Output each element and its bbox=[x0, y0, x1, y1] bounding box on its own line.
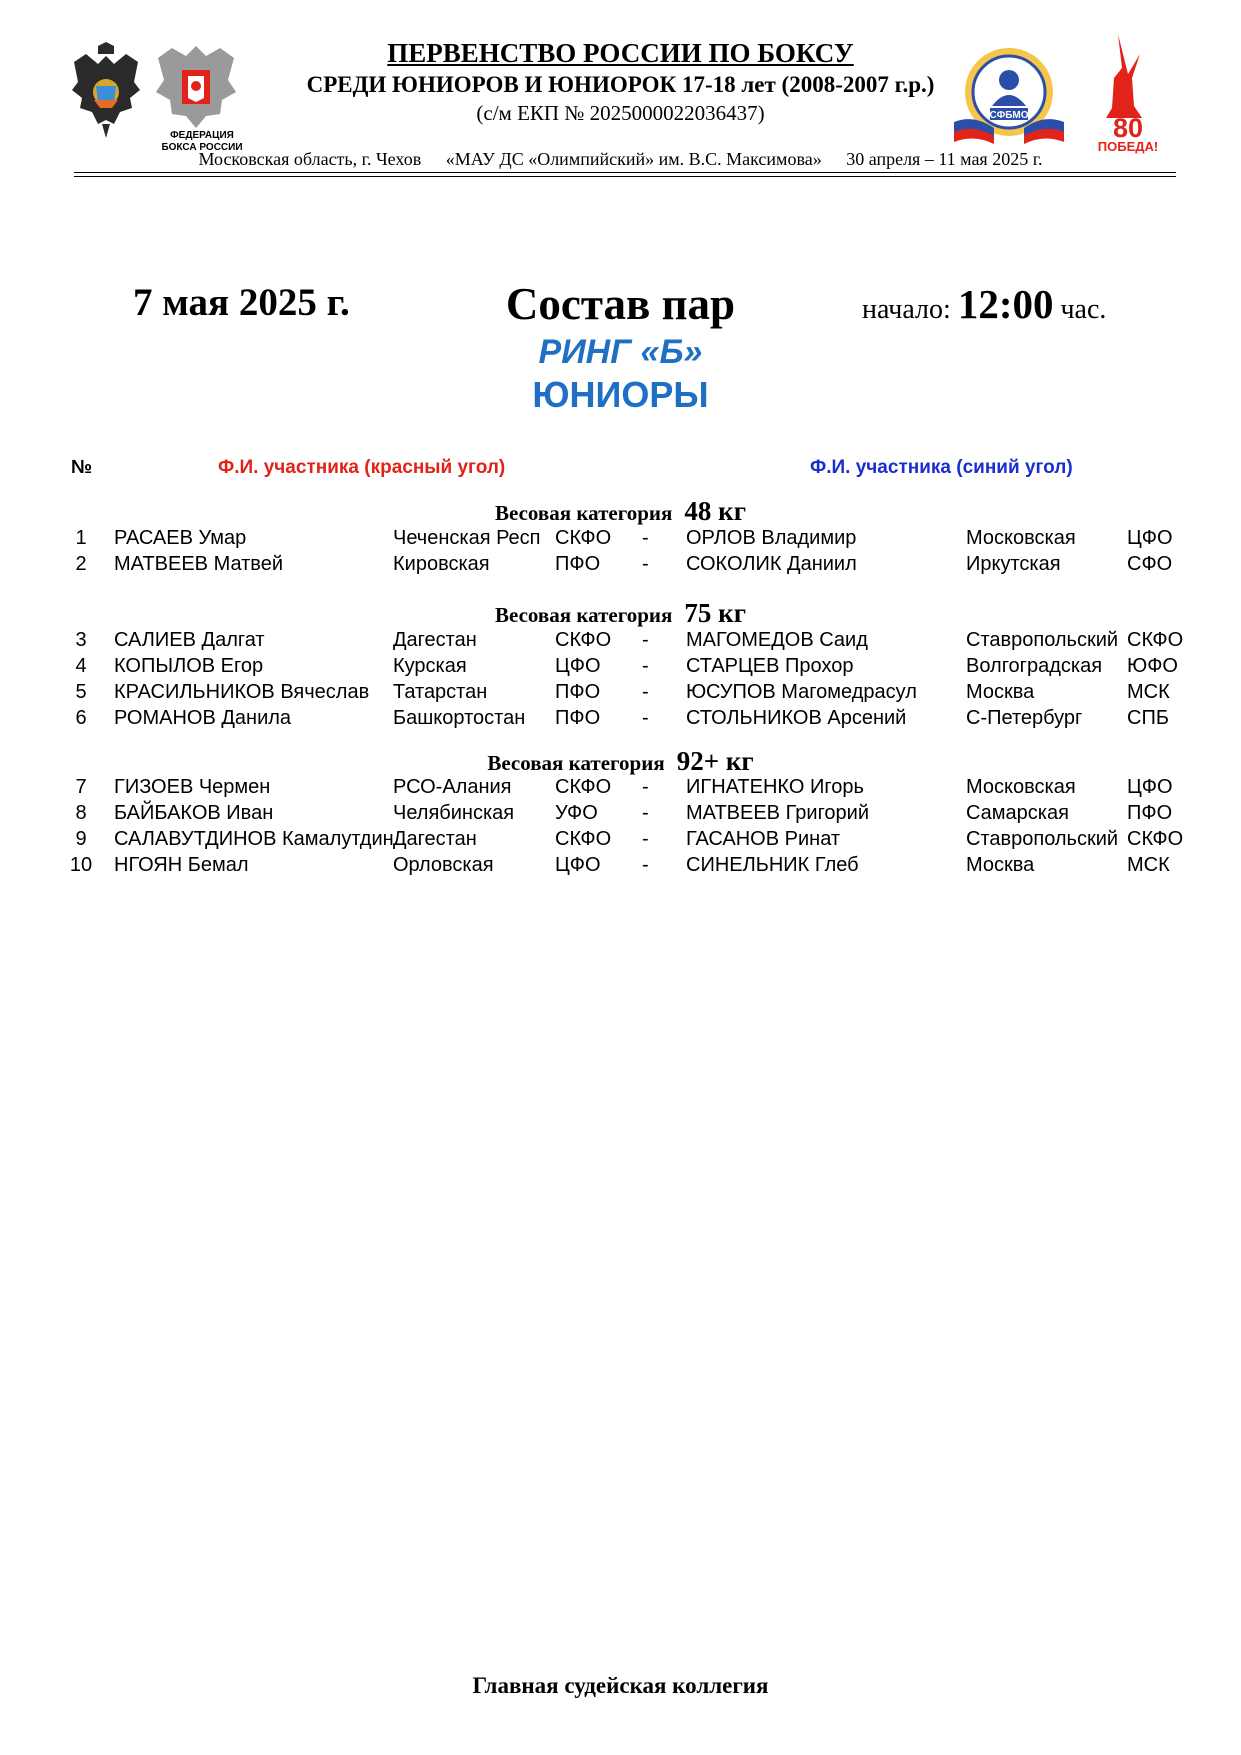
pair-separator: - bbox=[642, 854, 649, 876]
bout-number: 4 bbox=[75, 655, 87, 677]
bout-number: 10 bbox=[69, 854, 93, 876]
blue-name: МАГОМЕДОВ Саид bbox=[686, 629, 868, 651]
table-row bbox=[0, 854, 1241, 880]
pair-separator: - bbox=[642, 707, 649, 729]
red-name: РОМАНОВ Данила bbox=[114, 707, 292, 729]
blue-district: МСК bbox=[1127, 681, 1170, 703]
pair-separator: - bbox=[642, 828, 649, 850]
red-name: КОПЫЛОВ Егор bbox=[114, 655, 264, 677]
weight-category-header bbox=[0, 598, 1241, 629]
bout-number: 6 bbox=[75, 707, 87, 729]
blue-name: ЮСУПОВ Магомедрасул bbox=[686, 681, 917, 703]
table-row bbox=[0, 828, 1241, 854]
red-district: ЦФО bbox=[555, 854, 601, 876]
table-row bbox=[0, 776, 1241, 802]
red-district: СКФО bbox=[555, 828, 612, 850]
bout-number: 7 bbox=[75, 776, 87, 798]
pair-separator: - bbox=[642, 802, 649, 824]
red-name: САЛИЕВ Далгат bbox=[114, 629, 265, 651]
pair-separator: - bbox=[642, 553, 649, 575]
header-info-line bbox=[0, 149, 1241, 170]
pair-separator: - bbox=[642, 629, 649, 651]
column-header-blue-corner: Ф.И. участника (синий угол) bbox=[810, 457, 1073, 478]
blue-region: С-Петербург bbox=[966, 707, 1083, 729]
red-region: Дагестан bbox=[393, 629, 477, 651]
blue-name: СИНЕЛЬНИК Глеб bbox=[686, 854, 859, 876]
red-region: Дагестан bbox=[393, 828, 477, 850]
blue-district: ЮФО bbox=[1127, 655, 1178, 677]
table-row bbox=[0, 655, 1241, 681]
blue-name: ГАСАНОВ Ринат bbox=[686, 828, 841, 850]
red-name: РАСАЕВ Умар bbox=[114, 527, 247, 549]
red-district: ПФО bbox=[555, 553, 601, 575]
header-dates: 30 апреля – 11 мая 2025 г. bbox=[846, 149, 1043, 169]
blue-region: Московская bbox=[966, 527, 1076, 549]
page-title: Состав пар bbox=[505, 279, 736, 329]
header-title-line3: (с/м ЕКП № 2025000022036437) bbox=[476, 101, 765, 125]
blue-district: СФО bbox=[1127, 553, 1173, 575]
sfbmo-logo-text: СФБМО bbox=[989, 110, 1029, 121]
red-district: ПФО bbox=[555, 707, 601, 729]
group-label: ЮНИОРЫ bbox=[532, 374, 709, 415]
blue-region: Самарская bbox=[966, 802, 1069, 824]
start-time-value: 12:00 bbox=[957, 281, 1054, 327]
table-row bbox=[0, 707, 1241, 733]
bout-number: 8 bbox=[75, 802, 87, 824]
blue-region: Москва bbox=[966, 854, 1035, 876]
table-row bbox=[0, 629, 1241, 655]
blue-name: СТОЛЬНИКОВ Арсений bbox=[686, 707, 907, 729]
weight-category-value: 48 кг bbox=[684, 496, 746, 526]
weight-category-value: 92+ кг bbox=[676, 746, 754, 776]
pair-separator: - bbox=[642, 655, 649, 677]
blue-name: ОРЛОВ Владимир bbox=[686, 527, 857, 549]
header-venue: «МАУ ДС «Олимпийский» им. В.С. Максимова» bbox=[445, 149, 822, 169]
header-location: Московская область, г. Чехов bbox=[198, 149, 422, 169]
table-row bbox=[0, 802, 1241, 828]
pair-separator: - bbox=[642, 681, 649, 703]
blue-name: МАТВЕЕВ Григорий bbox=[686, 802, 870, 824]
red-region: РСО-Алания bbox=[393, 776, 512, 798]
bout-number: 5 bbox=[75, 681, 87, 703]
blue-name: ИГНАТЕНКО Игорь bbox=[686, 776, 864, 798]
red-region: Курская bbox=[393, 655, 467, 677]
red-name: БАЙБАКОВ Иван bbox=[114, 802, 274, 824]
bout-date: 7 мая 2025 г. bbox=[133, 281, 350, 324]
red-name: КРАСИЛЬНИКОВ Вячеслав bbox=[114, 681, 370, 703]
weight-category-label: Весовая категория bbox=[495, 603, 673, 627]
ring-label: РИНГ «Б» bbox=[538, 333, 703, 371]
red-district: СКФО bbox=[555, 776, 612, 798]
weight-category-label: Весовая категория bbox=[487, 751, 665, 775]
blue-region: Волгоградская bbox=[966, 655, 1103, 677]
bout-number: 3 bbox=[75, 629, 87, 651]
red-region: Татарстан bbox=[393, 681, 488, 703]
blue-district: ЦФО bbox=[1127, 527, 1173, 549]
weight-category-header bbox=[0, 746, 1241, 777]
start-label: начало: bbox=[862, 294, 951, 325]
blue-name: СТАРЦЕВ Прохор bbox=[686, 655, 854, 677]
table-row bbox=[0, 553, 1241, 579]
red-district: ПФО bbox=[555, 681, 601, 703]
blue-region: Московская bbox=[966, 776, 1076, 798]
red-district: УФО bbox=[555, 802, 598, 824]
bout-number: 9 bbox=[75, 828, 87, 850]
column-header-number: № bbox=[71, 457, 93, 478]
header-title-line1: ПЕРВЕНСТВО РОССИИ ПО БОКСУ bbox=[387, 38, 854, 68]
blue-name: СОКОЛИК Даниил bbox=[686, 553, 857, 575]
start-time-unit: час. bbox=[1060, 294, 1107, 325]
blue-region: Ставропольский bbox=[966, 828, 1119, 850]
blue-district: СКФО bbox=[1127, 629, 1184, 651]
start-time bbox=[862, 280, 1106, 328]
red-name: НГОЯН Бемал bbox=[114, 854, 249, 876]
red-name: ГИЗОЕВ Чермен bbox=[114, 776, 271, 798]
blue-district: ЦФО bbox=[1127, 776, 1173, 798]
red-region: Кировская bbox=[393, 553, 490, 575]
federation-logo-text: ФЕДЕРАЦИЯ БОКСА РОССИИ bbox=[161, 130, 243, 153]
red-region: Башкортостан bbox=[393, 707, 526, 729]
red-district: СКФО bbox=[555, 629, 612, 651]
table-row bbox=[0, 527, 1241, 553]
blue-district: СПБ bbox=[1127, 707, 1169, 729]
red-region: Чеченская Респ bbox=[393, 527, 541, 549]
victory-logo-number: 80 bbox=[1112, 113, 1144, 143]
blue-region: Ставропольский bbox=[966, 629, 1119, 651]
red-region: Челябинская bbox=[393, 802, 515, 824]
victory-logo-text: ПОБЕДА! bbox=[1097, 139, 1159, 154]
header-divider bbox=[74, 172, 1176, 173]
red-district: СКФО bbox=[555, 527, 612, 549]
weight-category-header bbox=[0, 496, 1241, 527]
header-divider-thin bbox=[74, 176, 1176, 177]
blue-region: Москва bbox=[966, 681, 1035, 703]
blue-district: ПФО bbox=[1127, 802, 1173, 824]
blue-region: Иркутская bbox=[966, 553, 1061, 575]
bout-number: 1 bbox=[75, 527, 87, 549]
weight-category-label: Весовая категория bbox=[495, 501, 673, 525]
bout-number: 2 bbox=[75, 553, 87, 575]
header-title-line2: СРЕДИ ЮНИОРОВ И ЮНИОРОК 17-18 лет (2008-2007 г.р.) bbox=[306, 72, 935, 97]
footer-signature: Главная судейская коллегия bbox=[472, 1673, 769, 1698]
red-district: ЦФО bbox=[555, 655, 601, 677]
table-row bbox=[0, 681, 1241, 707]
red-region: Орловская bbox=[393, 854, 494, 876]
red-name: МАТВЕЕВ Матвей bbox=[114, 553, 283, 575]
red-name: САЛАВУТДИНОВ Камалутдин bbox=[114, 828, 394, 850]
blue-district: МСК bbox=[1127, 854, 1170, 876]
weight-category-value: 75 кг bbox=[684, 598, 746, 628]
blue-district: СКФО bbox=[1127, 828, 1184, 850]
column-header-red-corner: Ф.И. участника (красный угол) bbox=[218, 457, 506, 478]
pair-separator: - bbox=[642, 527, 649, 549]
pair-separator: - bbox=[642, 776, 649, 798]
